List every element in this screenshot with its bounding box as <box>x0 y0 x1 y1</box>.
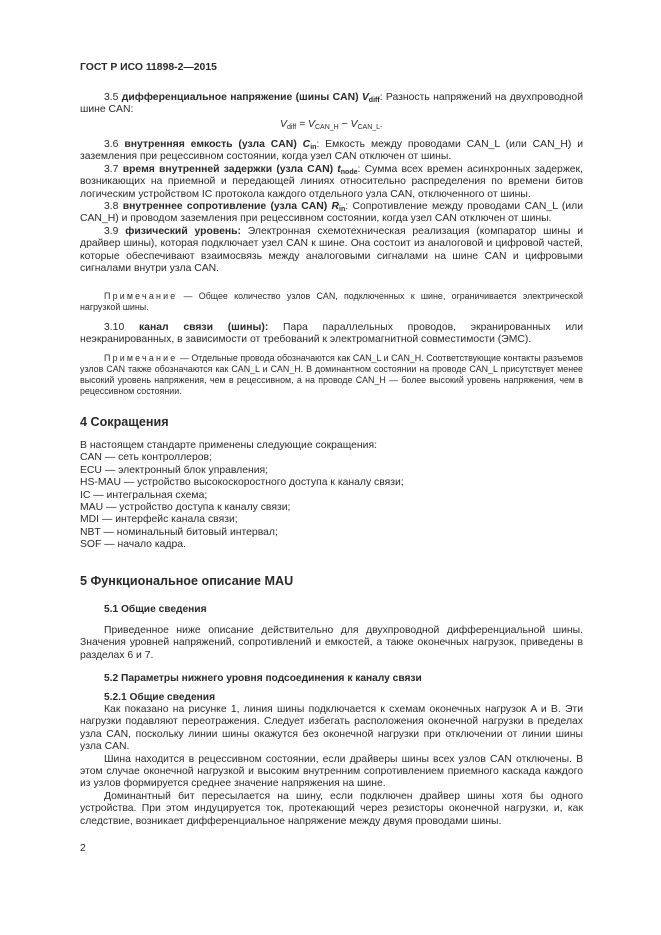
list-item: MAU — устройство доступа к каналу связи; <box>80 502 291 514</box>
page-number: 2 <box>80 843 86 854</box>
list-item: NBT — номинальный битовый интервал; <box>80 526 278 538</box>
list-item: IC — интегральная схема; <box>80 489 208 501</box>
section-4-title: 4 Сокращения <box>80 415 169 429</box>
section-5-2-1-title: 5.2.1 Общие сведения <box>104 692 216 703</box>
formula: $V_{diff} = V_{CAN\_H} - V_{CAN\_L}$. <box>280 118 383 131</box>
abbreviations-list: В настоящем стандарте применены следующие сокращения: CAN — сеть контроллеров; ECU — электронный блок управления; HS-MAU — устройство высокоскоростного доступа к каналу связи; IC — интегральная схема; MAU — устройство доступа к каналу связи; MDI — интерфейс канала связи; NBT — номинальный битовый интервал; SOF — начало кадра. <box>80 440 583 552</box>
definition-3-6: 3.6 внутренняя емкость (узла CAN) $C_{in}$: Емкость между проводами CAN_L (или CAN_H) и заземления при рецессивном состоянии, когда узел CAN отключен от шины. 3.7 время внутренней задержки (узла CAN) $t_{node}$: Сумма всех времен асинхронных задержек, возникающих на приемной и передающей линиях относительно распределения по времени битов логическим устройством IC протокола каждого отдельного узла CAN, отключенного от шины. 3.8 внутреннее сопротивление (узла CAN) $R_{in}$: Сопротивление между проводами CAN_L (или CAN_H) и проводом заземления при рецессивном состоянии, когда узел CAN отключен от шины. 3.9 физический уровень: Электронная схемотехническая реализация (компаратор шины и драйвер шины), которая подключает узел CAN к шине. Она состоит из аналоговой и цифровой частей, которые обеспечивают взаимосвязь между аналоговыми сигналами на шине CAN и цифровыми сигналами внутри узла CAN. <box>80 139 584 275</box>
note-2: Примечание — Отдельные провода обозначаются как CAN_L и CAN_H. Соответствующие контакты разъемов узлов CAN также обозначаются как CAN_L и CAN_H. В доминантном состоянии на проводе CAN_L присутствует менее высокий уровень напряжения, чем в рецессивном, а на проводе CAN_H — более высокий уровень напряжения, чем в рецессивном состоянии. <box>80 353 583 396</box>
section-5-title: 5 Функциональное описание MAU <box>80 574 294 588</box>
document-header: ГОСТ Р ИСО 11898-2—2015 <box>80 62 217 73</box>
list-item: SOF — начало кадра. <box>80 539 186 551</box>
definition-3-10: 3.10 канал связи (шины): Пара параллельных проводов, экранированных или неэкранированных, в зависимости от требований к электромагнитной совместимости (ЭМС). <box>80 322 583 346</box>
list-item: CAN — сеть контроллеров; <box>80 452 212 464</box>
list-item: MDI — интерфейс канала связи; <box>80 514 238 526</box>
section-5-2-1-text: Как показано на рисунке 1, линия шины подключается к схемам оконечных нагрузок A и B. Эти нагрузки подавляют переотражения. Следует избегать расположения оконечной нагрузки в пределах узла CAN, поскольку линии шины окажутся без оконечной нагрузки при отключении от линии шины узла CAN. Шина находится в рецессивном состоянии, если драйверы шины всех узлов CAN отключены. В этом случае оконечной нагрузкой и высоким внутренним сопротивлением приемного каскада каждого из узлов формируется среднее значение напряжения на шине. Доминантный бит пересылается на шину, если подключен драйвер шины хотя бы одного устройства. При этом индуцируется ток, протекающий через резисторы оконечной нагрузки, и, как следствие, возникает дифференциальное напряжение между двумя проводами шины. <box>80 704 583 827</box>
section-5-1-title: 5.1 Общие сведения <box>104 604 207 615</box>
definition-3-5: 3.5 дифференциальное напряжение (шины CAN) $V_{diff}$: Разность напряжений на двухпроводной шине CAN: $V_{diff} = V_{CAN\_H} - V_{CAN\_L}$. <box>80 92 584 131</box>
note-1: Примечание — Общее количество узлов CAN, подключенных к шине, ограничивается электрической нагрузкой шины. <box>80 291 583 312</box>
section-5-2-title: 5.2 Параметры нижнего уровня подсоединения к каналу связи <box>104 673 422 684</box>
list-item: HS-MAU — устройство высокоскоростного доступа к каналу связи; <box>80 477 404 489</box>
section-5-1-text: Приведенное ниже описание действительно для двухпроводной дифференциальной шины. Значения уровней напряжений, сопротивлений и емкостей, а также оконечных нагрузок, приведены в разделах 6 и 7. <box>80 625 583 661</box>
list-item: ECU — электронный блок управления; <box>80 464 269 476</box>
